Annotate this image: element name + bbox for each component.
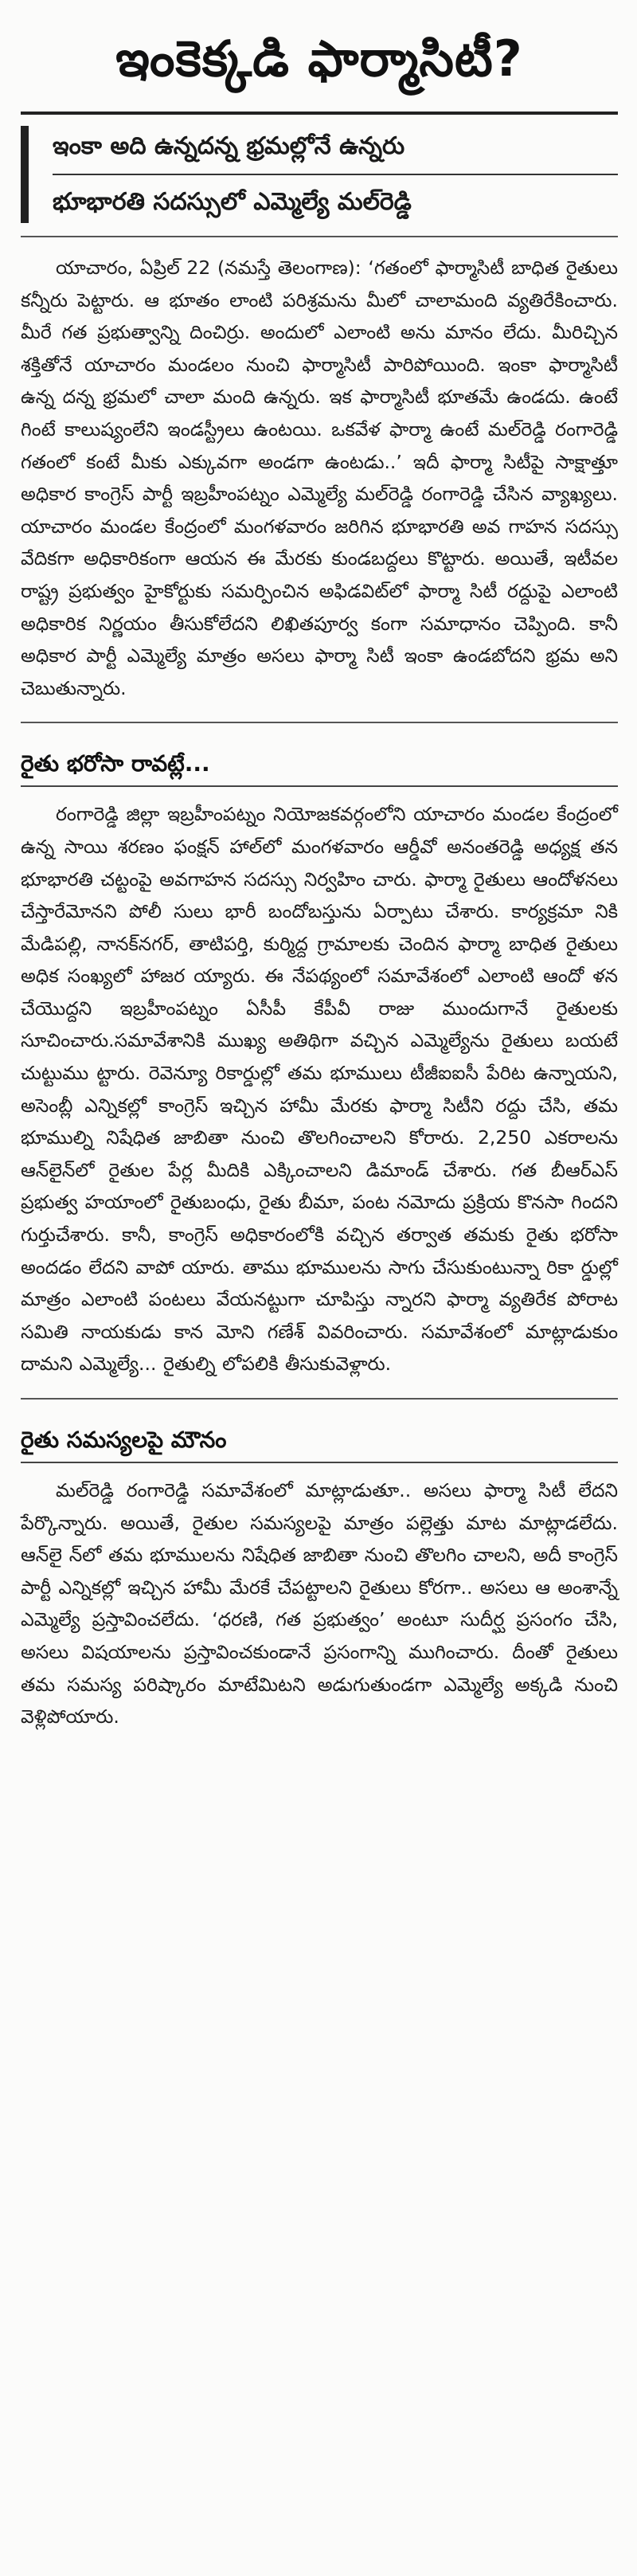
subhead-rythu-samasyalu: రైతు సమస్యలపై మౌనం [21,1427,227,1453]
section-rule-1 [21,722,618,723]
deck-rule [21,236,618,237]
subhead-rythu-bharosa: రైతు భరోసా రావట్లే... [21,750,210,777]
subhead-rule-1 [21,785,618,787]
deck-divider [53,174,618,175]
deck-line-2: భూభారతి సదస్సులో ఎమ్మెల్యే మల్‌రెడ్డి [53,188,412,216]
deck [21,126,618,223]
deck-line-1: ఇంకా అది ఉన్నదన్న భ్రమల్లోనే ఉన్నరు [53,132,405,160]
headline: ఇంకెక్కడి ఫార్మాసిటీ? [115,29,523,88]
article-paragraph-1: యాచారం, ఏప్రిల్ 22 (నమస్తే తెలంగాణ): ‘గతంలో ఫార్మాసిటీ బాధిత రైతులు కన్నీరు పెట్టారు. ఆ భూతం లాంటి పరిశ్రమను మీలో చాలామంది వ్యతిరేకించారు. మీరే గత ప్రభుత్వాన్ని దించిర్రు. అందులో ఎలాంటి అను మానం లేదు. మీరిచ్చిన శక్తితోనే యాచారం మండలం నుంచి ఫార్మాసిటీ పారిపోయింది. ఇంకా ఫార్మాసిటీ ఉన్న దన్న భ్రమలో చాలా మంది ఉన్నరు. ఇక ఫార్మాసిటీ భూతమే ఉండదు. ఉంటే గింటే కాలుష్యంలేని ఇండస్ట్రీలు ఉంటయి. ఒకవేళ ఫార్మా ఉంటే మల్‌రెడ్డి రంగారెడ్డి గతంలో కంటే మీకు ఎక్కువగా అండగా ఉంటడు..’ ఇదీ ఫార్మా సిటీపై సాక్షాత్తూ అధికార కాంగ్రెస్ పార్టీ ఇబ్రహీంపట్నం ఎమ్మెల్యే మల్‌రెడ్డి రంగారెడ్డి చేసిన వ్యాఖ్యలు. యాచారం మండల కేంద్రంలో మంగళవారం జరిగిన భూభారతి అవ గాహన సదస్సు వేదికగా అధికారికంగా ఆయన ఈ మేరకు కుండబద్దలు కొట్టారు. అయితే, ఇటీవల రాష్ట్ర ప్రభుత్వం హైకోర్టుకు సమర్పించిన అఫిడవిట్‌లో ఫార్మా సిటీ రద్దుపై ఎలాంటి అధికారిక నిర్ణయం తీసుకోలేదని లిఖితపూర్వ కంగా సమాధానం చెప్పింది. కానీ అధికార పార్టీ ఎమ్మెల్యే మాత్రం అసలు ఫార్మా సిటీ ఇంకా ఉండబోదని భ్రమ అని చెబుతున్నారు. [21,256,618,699]
headline-rule [21,112,618,115]
article-paragraph-2: రంగారెడ్డి జిల్లా ఇబ్రహీంపట్నం నియోజకవర్గంలోని యాచారం మండల కేంద్రంలో ఉన్న సాయి శరణం ఫంక్షన్ హాల్‌లో మంగళవారం ఆర్డీవో అనంతరెడ్డి అధ్యక్ష తన భూభారతి చట్టంపై అవగాహన సదస్సు నిర్వహిం చారు. ఫార్మా రైతులు ఆందోళనలు చేస్తారేమోనని పోలీ సులు భారీ బందోబస్తును ఏర్పాటు చేశారు. కార్యక్రమా నికి మేడిపల్లి, నానక్‌నగర్, తాటిపర్తి, కుర్మిద్ద గ్రామాలకు చెందిన ఫార్మా బాధిత రైతులు అధిక సంఖ్యలో హాజర య్యారు. ఈ నేపథ్యంలో సమావేశంలో ఎలాంటి ఆందో ళన చేయొద్దని ఇబ్రహీంపట్నం ఏసీపీ కేపీవీ రాజు ముందుగానే రైతులకు సూచించారు.సమావేశానికి ముఖ్య అతిథిగా వచ్చిన ఎమ్మెల్యేను రైతులు బయటే చుట్టుము ట్టారు. రెవెన్యూ రికార్డుల్లో తమ భూములు టీజీఐఐసీ పేరిట ఉన్నాయని, అసెంబ్లీ ఎన్నికల్లో కాంగ్రెస్ ఇచ్చిన హామీ మేరకు ఫార్మా సిటీని రద్దు చేసి, తమ భూముల్ని నిషేధిత జాబితా నుంచి తొలగించాలని కోరారు. 2,250 ఎకరాలను ఆన్‌లైన్‌లో రైతుల పేర్ల మీదికి ఎక్కించాలని డిమాండ్ చేశారు. గత బీఆర్‌ఎస్ ప్రభుత్వ హయాంలో రైతుబంధు, రైతు బీమా, పంట నమోదు ప్రక్రియ కొనసా గిందని గుర్తుచేశారు. కానీ, కాంగ్రెస్ అధికారంలోకి వచ్చిన తర్వాత తమకు రైతు భరోసా అందడం లేదని వాపో యారు. తాము భూములను సాగు చేసుకుంటున్నా రికా ర్డుల్లో మాత్రం ఎలాంటి పంటలు వేయనట్టుగా చూపిస్తు న్నారని ఫార్మా వ్యతిరేక పోరాట సమితి నాయకుడు కాన మోని గణేశ్ వివరించారు. సమావేశంలో మాట్లాడుకుం దామని ఎమ్మెల్యే... రైతుల్ని లోపలికి తీసుకువెళ్లారు. [21,803,618,1376]
section-rule-2 [21,1398,618,1400]
subhead-rule-2 [21,1462,618,1463]
article-paragraph-3: మల్‌రెడ్డి రంగారెడ్డి సమావేశంలో మాట్లాడుతూ.. అసలు ఫార్మా సిటీ లేదని పేర్కొన్నారు. అయితే, రైతుల సమస్యలపై మాత్రం పల్లెత్తు మాట మాట్లాడలేదు. ఆన్‌లై న్‌లో తమ భూములను నిషేధిత జాబితా నుంచి తొలగిం చాలని, అదీ కాంగ్రెస్ పార్టీ ఎన్నికల్లో ఇచ్చిన హామీ మేరకే చేపట్టాలని రైతులు కోరగా.. అసలు ఆ అంశాన్నే ఎమ్మెల్యే ప్రస్తావించలేదు. ‘ధరణి, గత ప్రభుత్వం’ అంటూ సుదీర్ఘ ప్రసంగం చేసి, అసలు విషయాలను ప్రస్తావించకుండానే ప్రసంగాన్ని ముగించారు. దీంతో రైతులు తమ సమస్య పరిష్కారం మాటేమిటని అడుగుతుండగా ఎమ్మెల్యే అక్కడి నుంచి వెళ్లిపోయారు. [21,1479,618,1728]
